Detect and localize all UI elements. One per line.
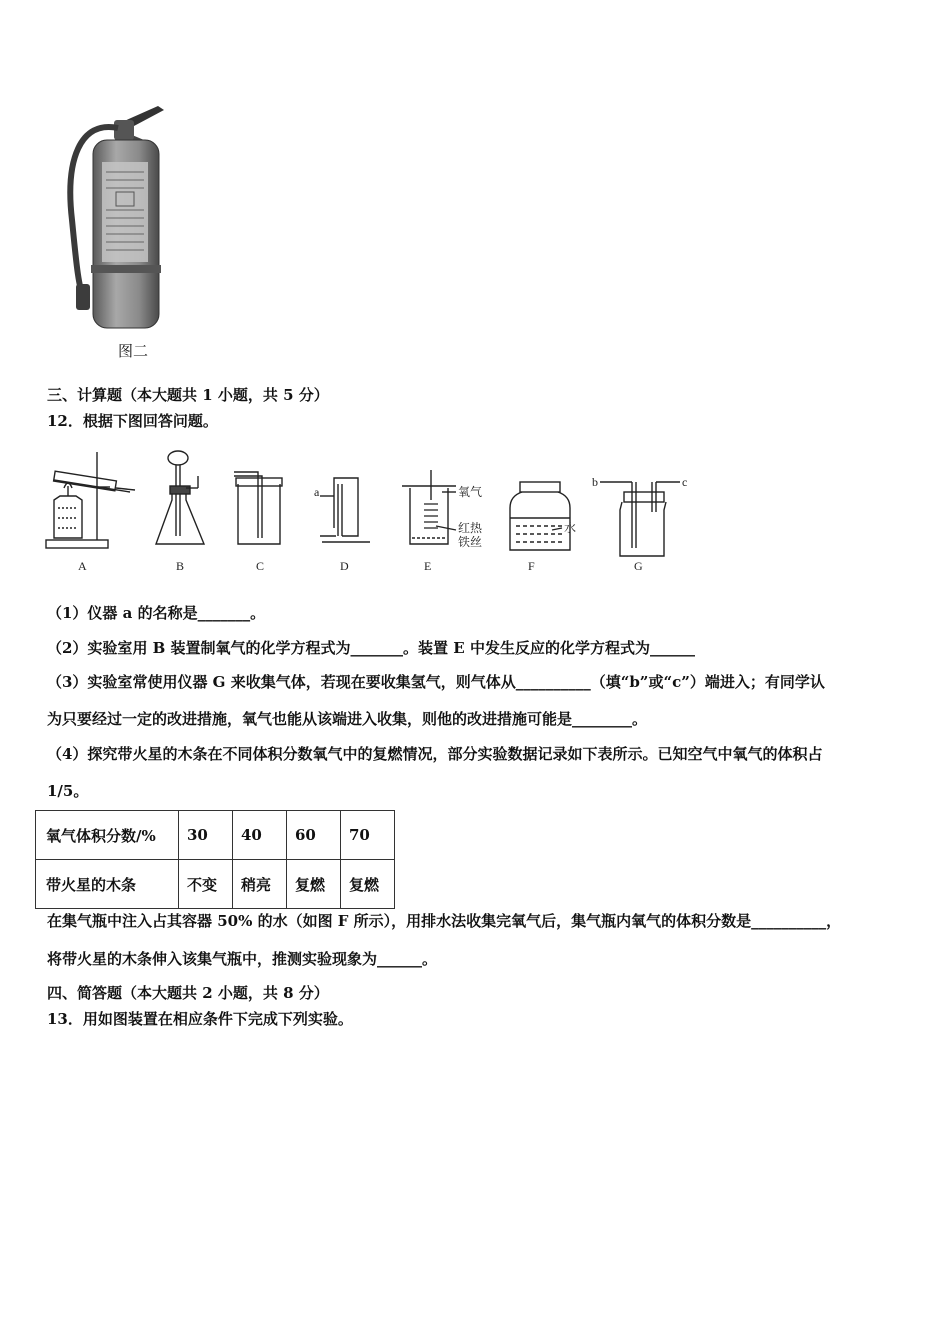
- question-12-sub-4-after-table-2: 将带火星的木条伸入该集气瓶中，推测实验现象为______。: [47, 950, 438, 968]
- apparatus-label-b: B: [176, 559, 185, 573]
- apparatus-label-e: E: [424, 559, 432, 573]
- apparatus-e: [402, 470, 456, 544]
- question-12-sub-3-line-2: 为只要经过一定的改进措施，氧气也能从该端进入收集，则他的改进措施可能是________。: [47, 710, 648, 728]
- apparatus-c: [234, 472, 282, 544]
- question-12-sub-1: （1）仪器 a 的名称是_______。: [47, 604, 266, 622]
- apparatus-a: [46, 452, 135, 548]
- table-cell: 40: [233, 811, 287, 860]
- apparatus-label-f: F: [528, 559, 535, 573]
- apparatus-d: [320, 478, 370, 542]
- apparatus-e-wire-label-1: 红热: [458, 521, 483, 535]
- section-4-heading: 四、简答题（本大题共 2 小题，共 8 分）: [47, 984, 329, 1002]
- table-cell: 复燃: [341, 860, 395, 909]
- question-12-sub-3-line-1: （3）实验室常使用仪器 G 来收集气体，若现在要收集氢气，则气体从__________（填“b”或“c”）端进入；有同学认: [47, 673, 825, 691]
- apparatus-e-wire-label-2: 铁丝: [458, 535, 483, 549]
- apparatus-figure: [40, 440, 700, 580]
- table-cell: 30: [179, 811, 233, 860]
- fire-extinguisher-icon: [60, 100, 180, 335]
- apparatus-label-a: A: [78, 559, 87, 573]
- table-cell: 稍亮: [233, 860, 287, 909]
- table-row-header: 带火星的木条: [36, 860, 179, 909]
- apparatus-f: [510, 482, 570, 550]
- question-12-sub-4-line-1: （4）探究带火星的木条在不同体积分数氧气中的复燃情况，部分实验数据记录如下表所示。已知空气中氧气的体积占: [47, 745, 823, 763]
- question-12-sub-2: （2）实验室用 B 装置制氧气的化学方程式为_______。装置 E 中发生反应的化学方程式为______: [47, 639, 695, 657]
- apparatus-label-c: C: [256, 559, 265, 573]
- table-row: [36, 811, 395, 860]
- apparatus-f-water-label: 水: [564, 521, 577, 535]
- apparatus-b: [156, 451, 204, 544]
- apparatus-label-g: G: [634, 559, 643, 573]
- table-row-header: 氧气体积分数/%: [36, 811, 179, 860]
- apparatus-g: [600, 482, 680, 556]
- question-12-prompt: 12．根据下图回答问题。: [47, 412, 218, 430]
- table-cell: 60: [287, 811, 341, 860]
- table-cell: 复燃: [287, 860, 341, 909]
- apparatus-g-port-b: b: [592, 475, 598, 489]
- question-12-sub-4-after-table-1: 在集气瓶中注入占其容器 50% 的水（如图 F 所示），用排水法收集完氧气后，集气瓶内氧气的体积分数是__________，: [47, 912, 842, 930]
- section-3-heading: 三、计算题（本大题共 1 小题，共 5 分）: [47, 386, 329, 404]
- table-cell: 不变: [179, 860, 233, 909]
- oxygen-data-table: [35, 810, 395, 909]
- table-row: [36, 860, 395, 909]
- question-13-prompt: 13．用如图装置在相应条件下完成下列实验。: [47, 1010, 353, 1028]
- apparatus-d-label-a: a: [314, 485, 320, 499]
- apparatus-e-oxygen-label: 氧气: [458, 485, 483, 499]
- apparatus-g-port-c: c: [682, 475, 688, 489]
- apparatus-label-d: D: [340, 559, 349, 573]
- figure-caption: 图二: [118, 342, 149, 360]
- table-cell: 70: [341, 811, 395, 860]
- question-12-sub-4-line-2: 1/5。: [47, 782, 89, 800]
